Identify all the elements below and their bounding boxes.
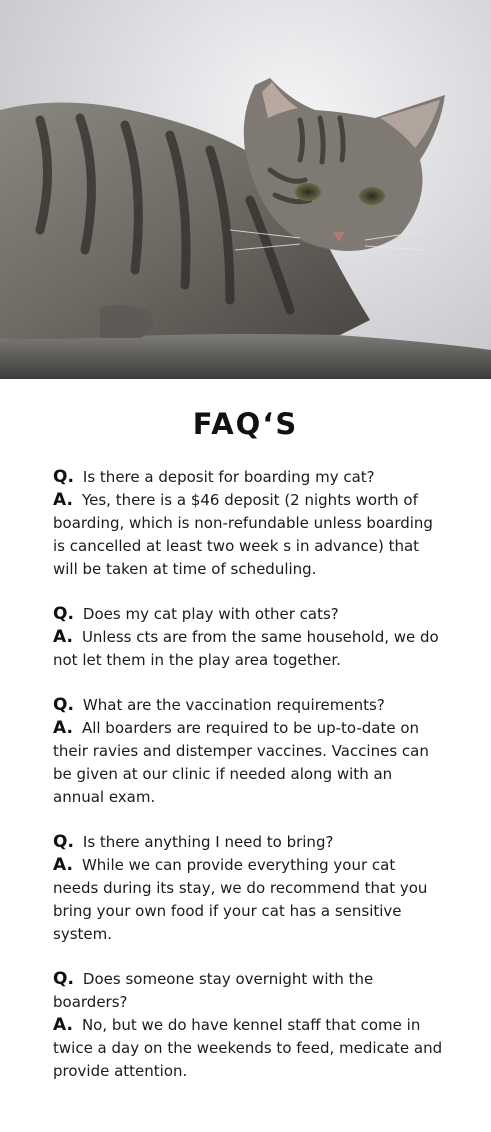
page-title: FAQ‘S (192, 407, 299, 441)
faq-answer (53, 854, 445, 946)
question-marker: Q. (53, 604, 74, 624)
faq-question (53, 603, 445, 626)
faq-question (53, 968, 445, 1014)
faq-answer (53, 717, 445, 809)
question-text: Does my cat play with other cats? (82, 605, 339, 623)
faq-answer (53, 626, 445, 672)
answer-marker: A. (53, 1015, 73, 1035)
faq-list (53, 466, 445, 1105)
answer-text: Yes, there is a $46 deposit (2 nights worth of boarding, which is non-refundable unless boarding is cancelled at least two week s in advance) that will be taken at time of scheduling. (53, 491, 433, 578)
question-marker: Q. (53, 969, 74, 989)
faq-answer (53, 489, 445, 581)
faq-question (53, 831, 445, 854)
question-marker: Q. (53, 467, 74, 487)
question-marker: Q. (53, 832, 74, 852)
answer-marker: A. (53, 855, 73, 875)
question-marker: Q. (53, 695, 74, 715)
faq-item (53, 831, 445, 946)
answer-text: No, but we do have kennel staff that come in twice a day on the weekends to feed, medicate and provide attention. (53, 1016, 443, 1080)
faq-item (53, 694, 445, 809)
answer-text: While we can provide everything your cat needs during its stay, we do recommend that you bring your own food if your cat has a sensitive system. (53, 856, 428, 943)
faq-question (53, 466, 445, 489)
question-text: Does someone stay overnight with the boarders? (53, 970, 374, 1011)
faq-item (53, 466, 445, 581)
answer-marker: A. (53, 627, 73, 647)
answer-marker: A. (53, 490, 73, 510)
faq-answer (53, 1014, 445, 1083)
answer-text: All boarders are required to be up-to-date on their ravies and distemper vaccines. Vaccines can be given at our clinic if needed along with an annual exam. (53, 719, 429, 806)
question-text: Is there anything I need to bring? (82, 833, 334, 851)
faq-item (53, 968, 445, 1083)
answer-text: Unless cts are from the same household, we do not let them in the play area together. (53, 628, 439, 669)
hero-image (0, 0, 491, 379)
faq-item (53, 603, 445, 672)
question-text: Is there a deposit for boarding my cat? (82, 468, 375, 486)
cat-photo-icon (0, 0, 491, 379)
answer-marker: A. (53, 718, 73, 738)
question-text: What are the vaccination requirements? (82, 696, 385, 714)
faq-question (53, 694, 445, 717)
